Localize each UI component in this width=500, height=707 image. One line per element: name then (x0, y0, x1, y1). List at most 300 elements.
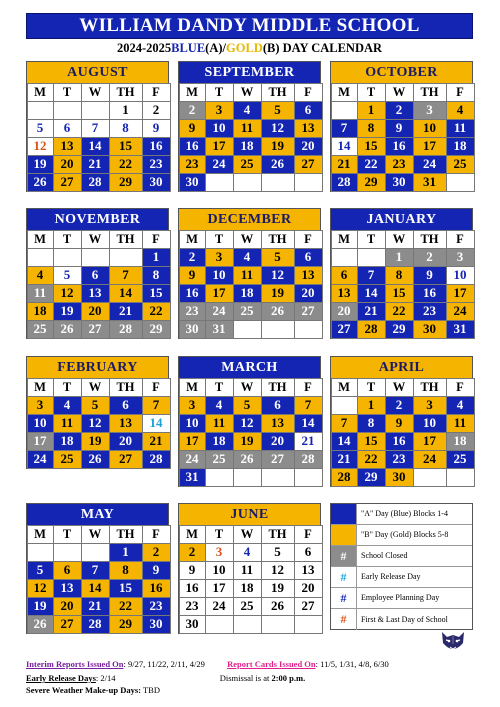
day-cell: 23 (142, 155, 171, 174)
day-cell: 26 (53, 320, 82, 339)
day-cell: 3 (179, 396, 206, 415)
weekday-header: T (205, 525, 234, 544)
empty-cell (446, 173, 475, 192)
day-cell: 31 (205, 320, 234, 339)
day-cell: 3 (446, 248, 475, 267)
day-cell: 7 (357, 266, 386, 285)
month-february (26, 356, 169, 469)
month-title: JUNE (179, 504, 320, 525)
month-grid (331, 83, 472, 191)
day-cell: 21 (294, 432, 323, 451)
weekday-header: M (331, 378, 358, 397)
day-cell: 16 (179, 579, 206, 598)
day-cell: 17 (413, 432, 447, 451)
weekday-header: F (142, 230, 171, 249)
weekday-header: TH (109, 230, 143, 249)
day-cell: 22 (109, 155, 143, 174)
weekday-header: F (142, 83, 171, 102)
day-cell: 25 (446, 450, 475, 469)
legend-label: Employee Planning Day (361, 593, 440, 602)
day-cell: 12 (81, 414, 110, 433)
day-cell: 6 (294, 248, 323, 267)
day-cell: 9 (142, 119, 171, 138)
legend-row-closed (331, 546, 472, 567)
day-cell: 27 (294, 155, 323, 174)
day-cell: 14 (331, 432, 358, 451)
day-cell: 22 (109, 597, 143, 616)
month-title: OCTOBER (331, 62, 472, 83)
day-cell: 22 (357, 155, 386, 174)
month-grid (331, 230, 472, 338)
empty-cell (205, 615, 234, 634)
day-cell: 19 (27, 597, 54, 616)
legend-swatch: # (331, 609, 357, 630)
weekday-header: T (53, 378, 82, 397)
day-cell: 17 (205, 579, 234, 598)
day-cell: 8 (357, 119, 386, 138)
empty-cell (331, 396, 358, 415)
calendar-subtitle (26, 40, 473, 57)
empty-cell (53, 248, 82, 267)
day-cell: 2 (179, 543, 206, 562)
legend-row-a-day (331, 504, 472, 525)
weekday-header: F (446, 378, 475, 397)
day-cell: 2 (179, 248, 206, 267)
legend-label: School Closed (361, 551, 408, 560)
day-cell: 19 (261, 137, 295, 156)
weekday-header: W (81, 378, 110, 397)
empty-cell (233, 173, 262, 192)
footer-early-release (26, 674, 473, 683)
day-cell: 19 (27, 155, 54, 174)
day-cell: 18 (53, 432, 82, 451)
day-cell: 30 (413, 320, 447, 339)
day-cell: 20 (53, 155, 82, 174)
day-cell: 27 (53, 615, 82, 634)
day-cell: 29 (109, 173, 143, 192)
empty-cell (53, 543, 82, 562)
day-cell: 23 (385, 155, 414, 174)
footer-weather (26, 686, 473, 695)
weekday-header: W (385, 378, 414, 397)
day-cell: 6 (331, 266, 358, 285)
weather-value: TBD (140, 685, 160, 695)
day-cell: 26 (27, 615, 54, 634)
weekday-header: M (27, 378, 54, 397)
month-grid (27, 378, 168, 468)
day-cell: 23 (142, 597, 171, 616)
day-cell: 5 (261, 101, 295, 120)
day-cell: 9 (179, 266, 206, 285)
day-cell: 30 (385, 173, 414, 192)
weekday-header: T (205, 378, 234, 397)
weekday-header: M (27, 525, 54, 544)
day-cell: 21 (357, 302, 386, 321)
day-cell: 25 (446, 155, 475, 174)
month-grid (179, 525, 320, 633)
day-cell: 28 (81, 173, 110, 192)
day-cell: 9 (179, 561, 206, 580)
day-cell: 3 (27, 396, 54, 415)
day-cell: 23 (179, 155, 206, 174)
day-cell: 9 (179, 119, 206, 138)
month-december (178, 208, 321, 339)
empty-cell (205, 173, 234, 192)
day-cell: 15 (142, 284, 171, 303)
day-cell: 17 (205, 137, 234, 156)
legend-swatch (331, 504, 357, 524)
day-cell: 12 (27, 137, 54, 156)
day-cell: 27 (81, 320, 110, 339)
weekday-header: T (357, 230, 386, 249)
interim-dates: : 9/27, 11/22, 2/11, 4/29 (123, 659, 205, 669)
day-cell: 8 (109, 119, 143, 138)
empty-cell (53, 101, 82, 120)
day-cell: 4 (27, 266, 54, 285)
day-cell: 26 (27, 173, 54, 192)
weekday-header: M (179, 525, 206, 544)
day-cell: 23 (179, 597, 206, 616)
day-cell: 11 (233, 266, 262, 285)
empty-cell (294, 173, 323, 192)
day-cell: 30 (142, 173, 171, 192)
weekday-header: F (446, 83, 475, 102)
weekday-header: T (53, 525, 82, 544)
day-cell: 10 (205, 561, 234, 580)
day-cell: 2 (385, 101, 414, 120)
day-cell: 4 (233, 543, 262, 562)
month-january (330, 208, 473, 339)
day-cell: 3 (205, 101, 234, 120)
day-cell: 15 (357, 137, 386, 156)
weekday-header: F (294, 525, 323, 544)
day-cell: 7 (294, 396, 323, 415)
day-cell: 14 (331, 137, 358, 156)
weekday-header: F (294, 230, 323, 249)
day-cell: 14 (357, 284, 386, 303)
day-cell: 21 (81, 155, 110, 174)
day-cell: 23 (179, 302, 206, 321)
month-title: SEPTEMBER (179, 62, 320, 83)
weekday-header: F (294, 378, 323, 397)
day-cell: 20 (261, 432, 295, 451)
empty-cell (81, 248, 110, 267)
day-cell: 20 (294, 284, 323, 303)
month-may (26, 503, 169, 634)
weekday-header: T (53, 230, 82, 249)
day-cell: 8 (142, 266, 171, 285)
day-cell: 5 (53, 266, 82, 285)
legend-label: "A" Day (Blue) Blocks 1-4 (361, 509, 448, 518)
day-cell: 6 (53, 119, 82, 138)
day-cell: 12 (233, 414, 262, 433)
day-cell: 30 (385, 468, 414, 487)
day-cell: 28 (357, 320, 386, 339)
day-cell: 25 (233, 155, 262, 174)
day-cell: 26 (233, 450, 262, 469)
day-cell: 23 (413, 302, 447, 321)
day-cell: 29 (142, 320, 171, 339)
day-cell: 29 (357, 468, 386, 487)
day-cell: 7 (331, 414, 358, 433)
day-cell: 21 (331, 155, 358, 174)
day-cell: 20 (294, 137, 323, 156)
empty-cell (81, 543, 110, 562)
day-cell: 1 (357, 396, 386, 415)
day-cell: 19 (261, 284, 295, 303)
empty-cell (27, 543, 54, 562)
day-cell: 23 (385, 450, 414, 469)
report-cards-label: Report Cards Issued On (227, 659, 316, 669)
empty-cell (294, 615, 323, 634)
month-grid (179, 83, 320, 191)
day-cell: 5 (27, 561, 54, 580)
day-cell: 25 (27, 320, 54, 339)
day-cell: 7 (142, 396, 171, 415)
month-title: FEBRUARY (27, 357, 168, 378)
day-cell: 21 (142, 432, 171, 451)
day-cell: 30 (179, 173, 206, 192)
day-cell: 26 (261, 597, 295, 616)
day-cell: 6 (109, 396, 143, 415)
legend-row-b-day (331, 525, 472, 546)
month-title: MAY (27, 504, 168, 525)
day-cell: 12 (261, 119, 295, 138)
day-cell: 10 (179, 414, 206, 433)
month-june (178, 503, 321, 634)
day-cell: 28 (81, 615, 110, 634)
day-cell: 20 (294, 579, 323, 598)
subtitle-gold: GOLD (226, 41, 263, 55)
day-cell: 30 (179, 320, 206, 339)
day-cell: 20 (81, 302, 110, 321)
day-cell: 13 (109, 414, 143, 433)
weekday-header: M (179, 83, 206, 102)
day-cell: 28 (294, 450, 323, 469)
weekday-header: T (357, 378, 386, 397)
day-cell: 18 (446, 137, 475, 156)
day-cell: 2 (142, 543, 171, 562)
empty-cell (109, 248, 143, 267)
weekday-header: TH (109, 525, 143, 544)
month-september (178, 61, 321, 192)
day-cell: 4 (233, 101, 262, 120)
month-grid (331, 378, 472, 486)
day-cell: 21 (109, 302, 143, 321)
day-cell: 20 (53, 597, 82, 616)
day-cell: 8 (385, 266, 414, 285)
weekday-header: M (27, 83, 54, 102)
empty-cell (233, 468, 262, 487)
weekday-header: W (81, 83, 110, 102)
day-cell: 8 (357, 414, 386, 433)
weekday-header: W (233, 83, 262, 102)
day-cell: 5 (261, 248, 295, 267)
subtitle-mid: (A)/ (205, 41, 226, 55)
day-cell: 1 (385, 248, 414, 267)
footer-reports (26, 660, 473, 669)
weekday-header: TH (413, 83, 447, 102)
weather-label: Severe Weather Make-up Days: (26, 685, 141, 695)
day-cell: 18 (205, 432, 234, 451)
day-cell: 9 (385, 414, 414, 433)
day-cell: 11 (53, 414, 82, 433)
subtitle-suffix: (B) DAY CALENDAR (262, 41, 383, 55)
day-cell: 7 (81, 561, 110, 580)
day-cell: 25 (233, 302, 262, 321)
weekday-header: F (142, 378, 171, 397)
empty-cell (27, 248, 54, 267)
day-cell: 5 (27, 119, 54, 138)
day-cell: 14 (294, 414, 323, 433)
weekday-header: TH (261, 525, 295, 544)
day-cell: 12 (261, 266, 295, 285)
day-cell: 19 (261, 579, 295, 598)
legend-swatch: # (331, 546, 357, 566)
day-cell: 7 (331, 119, 358, 138)
month-title: JANUARY (331, 209, 472, 230)
day-cell: 17 (205, 284, 234, 303)
day-cell: 31 (446, 320, 475, 339)
day-cell: 27 (261, 450, 295, 469)
weekday-header: TH (261, 230, 295, 249)
empty-cell (27, 101, 54, 120)
day-cell: 27 (109, 450, 143, 469)
day-cell: 27 (294, 597, 323, 616)
day-cell: 26 (261, 302, 295, 321)
day-cell: 2 (179, 101, 206, 120)
day-cell: 13 (81, 284, 110, 303)
weekday-header: M (331, 230, 358, 249)
month-march (178, 356, 321, 487)
month-title: DECEMBER (179, 209, 320, 230)
legend (330, 503, 473, 630)
day-cell: 16 (385, 432, 414, 451)
day-cell: 19 (233, 432, 262, 451)
empty-cell (294, 468, 323, 487)
weekday-header: F (294, 83, 323, 102)
empty-cell (81, 101, 110, 120)
weekday-header: TH (109, 378, 143, 397)
day-cell: 10 (446, 266, 475, 285)
day-cell: 6 (261, 396, 295, 415)
day-cell: 10 (413, 119, 447, 138)
day-cell: 1 (109, 543, 143, 562)
day-cell: 3 (205, 248, 234, 267)
wildcat-mascot-logo (438, 626, 468, 656)
day-cell: 24 (179, 450, 206, 469)
day-cell: 17 (446, 284, 475, 303)
day-cell: 6 (294, 543, 323, 562)
weekday-header: TH (109, 83, 143, 102)
day-cell: 2 (385, 396, 414, 415)
weekday-header: M (331, 83, 358, 102)
day-cell: 31 (413, 173, 447, 192)
day-cell: 7 (81, 119, 110, 138)
legend-swatch: # (331, 588, 357, 608)
weekday-header: W (385, 83, 414, 102)
day-cell: 24 (413, 155, 447, 174)
day-cell: 22 (385, 302, 414, 321)
day-cell: 11 (446, 414, 475, 433)
empty-cell (233, 320, 262, 339)
subtitle-blue: BLUE (171, 41, 206, 55)
legend-label: Early Release Day (361, 572, 421, 581)
month-grid (179, 378, 320, 486)
day-cell: 8 (109, 561, 143, 580)
interim-label: Interim Reports Issued On (26, 659, 124, 669)
empty-cell (331, 248, 358, 267)
day-cell: 18 (27, 302, 54, 321)
day-cell: 24 (27, 450, 54, 469)
day-cell: 11 (446, 119, 475, 138)
day-cell: 4 (446, 101, 475, 120)
day-cell: 9 (385, 119, 414, 138)
empty-cell (261, 615, 295, 634)
day-cell: 18 (446, 432, 475, 451)
day-cell: 5 (81, 396, 110, 415)
day-cell: 16 (142, 137, 171, 156)
weekday-header: TH (261, 378, 295, 397)
day-cell: 15 (109, 579, 143, 598)
empty-cell (261, 320, 295, 339)
day-cell: 9 (413, 266, 447, 285)
day-cell: 14 (142, 414, 171, 433)
school-title: WILLIAM DANDY MIDDLE SCHOOL (26, 13, 473, 39)
day-cell: 25 (205, 450, 234, 469)
day-cell: 6 (294, 101, 323, 120)
day-cell: 20 (331, 302, 358, 321)
legend-swatch (331, 525, 357, 545)
weekday-header: F (446, 230, 475, 249)
day-cell: 7 (109, 266, 143, 285)
month-title: AUGUST (27, 62, 168, 83)
day-cell: 16 (385, 137, 414, 156)
day-cell: 29 (109, 615, 143, 634)
day-cell: 28 (142, 450, 171, 469)
empty-cell (205, 468, 234, 487)
day-cell: 13 (53, 579, 82, 598)
day-cell: 27 (53, 173, 82, 192)
day-cell: 1 (142, 248, 171, 267)
month-november (26, 208, 169, 339)
day-cell: 10 (413, 414, 447, 433)
day-cell: 10 (27, 414, 54, 433)
weekday-header: W (81, 230, 110, 249)
day-cell: 27 (294, 302, 323, 321)
day-cell: 14 (81, 137, 110, 156)
legend-row-early-release (331, 567, 472, 588)
day-cell: 24 (205, 597, 234, 616)
legend-swatch: # (331, 567, 357, 587)
day-cell: 15 (109, 137, 143, 156)
day-cell: 4 (205, 396, 234, 415)
day-cell: 25 (233, 597, 262, 616)
day-cell: 18 (233, 579, 262, 598)
day-cell: 10 (205, 266, 234, 285)
empty-cell (331, 101, 358, 120)
empty-cell (261, 468, 295, 487)
day-cell: 9 (142, 561, 171, 580)
day-cell: 28 (109, 320, 143, 339)
day-cell: 11 (233, 561, 262, 580)
day-cell: 6 (81, 266, 110, 285)
day-cell: 2 (142, 101, 171, 120)
day-cell: 13 (53, 137, 82, 156)
month-october (330, 61, 473, 192)
day-cell: 16 (413, 284, 447, 303)
day-cell: 21 (81, 597, 110, 616)
